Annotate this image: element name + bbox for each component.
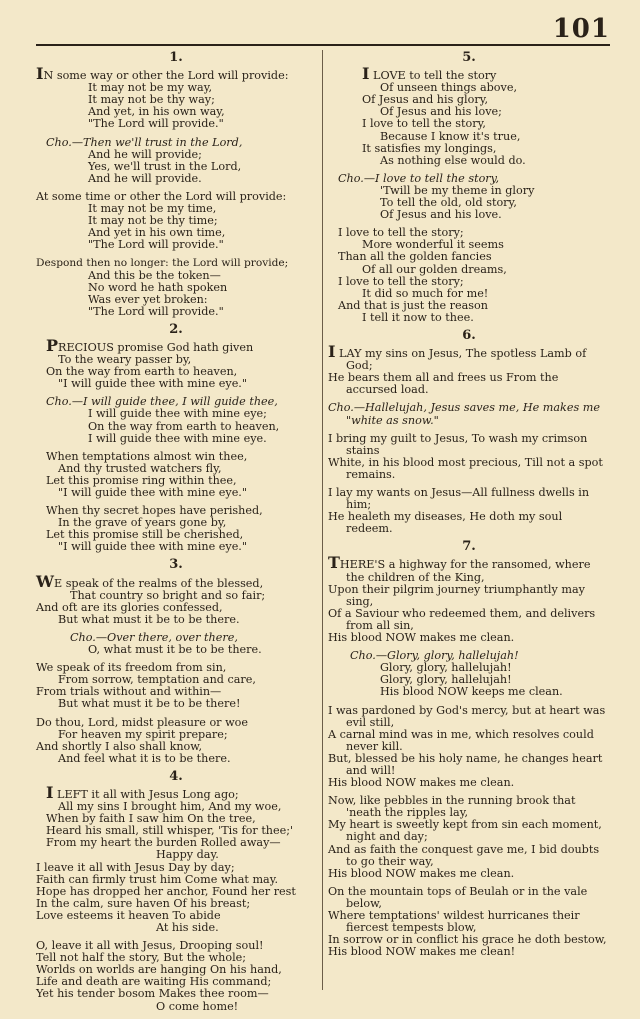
verse-line: I bring my guilt to Jesus, To wash my crimson stains — [328, 431, 588, 457]
verse-line: My heart is sweetly kept from sin each moment, night and day; — [328, 818, 602, 844]
stanza — [36, 505, 316, 553]
chorus — [36, 632, 316, 656]
verse-line: I love to tell the story; — [338, 274, 464, 288]
verse-line: But what must it be to be there! — [58, 697, 241, 711]
right-column — [328, 50, 610, 964]
verse-line: I LAY my sins on Jesus, The spotless Lamb of God; — [328, 342, 587, 373]
stanza — [328, 705, 610, 790]
verse-line: It may not be thy way; — [88, 93, 215, 107]
verse-line: And shortly I also shall know, — [36, 739, 203, 753]
chorus-line: Glory, glory, hallelujah! — [380, 673, 512, 687]
verse-line: And this be the token— — [88, 268, 221, 282]
verse-line: Of unseen things above, — [380, 81, 518, 95]
verse-line: Yet his tender bosom Makes thee room— — [36, 987, 269, 1001]
verse-line: And oft are its glories confessed, — [36, 600, 223, 614]
verse-line: To the weary passer by, — [58, 353, 192, 367]
hymn-number: 6. — [462, 327, 476, 343]
verse-line: From trials without and within— — [36, 685, 222, 699]
verse-line: IN some way or other the Lord will provide: — [36, 64, 289, 84]
verse-line: And thy trusted watchers fly, — [58, 461, 222, 475]
verse-line: I LOVE to tell the story — [362, 64, 497, 84]
verse-line: I leave it all with Jesus Day by day; — [36, 860, 235, 874]
verse-line: "I will guide thee with mine eye." — [58, 377, 248, 391]
stanza — [36, 451, 316, 499]
chorus-line: And he will provide. — [88, 171, 202, 185]
stanza — [36, 662, 316, 710]
verse-line: As nothing else would do. — [380, 153, 526, 167]
verse-line: But what must it be to be there. — [58, 612, 240, 626]
verse-line: His blood NOW makes me clean! — [328, 945, 516, 959]
verse-line: From my heart the burden Rolled away— — [46, 836, 281, 850]
verse-line: Let this promise still be cherished, — [46, 528, 244, 542]
page-number: 101 — [552, 14, 610, 44]
verse-line: Upon their pilgrim journey triumphantly may sing, — [328, 582, 585, 608]
verse-line: At some time or other the Lord will provide: — [36, 189, 287, 203]
chorus-line: And he will provide; — [88, 147, 202, 161]
verse-line: I tell it now to thee. — [362, 310, 474, 324]
chorus — [36, 396, 316, 444]
header-rule — [36, 44, 610, 46]
verse-line: When by faith I saw him On the tree, — [46, 812, 256, 826]
verse-line: It satisfies my longings, — [362, 141, 497, 155]
verse-line: In the grave of years gone by, — [58, 516, 227, 530]
verse-line: His blood NOW makes me clean. — [328, 866, 515, 880]
verse-line: Life and death are waiting His command; — [36, 975, 272, 989]
stanza — [36, 191, 316, 251]
verse-line: It may not be thy time; — [88, 214, 218, 228]
chorus-line: Cho.—Over there, over there, — [70, 630, 238, 644]
chorus-line: Cho.—Hallelujah, Jesus saves me, He makes me "white as snow." — [328, 401, 600, 427]
verse-line: Was ever yet broken: — [88, 292, 208, 306]
stanza — [328, 342, 610, 397]
verse-line: Of all our golden dreams, — [362, 262, 507, 276]
verse-line: It did so much for me! — [362, 286, 489, 300]
chorus-line: I will guide thee with mine eye; — [88, 407, 267, 421]
chorus-line: Of Jesus and his love. — [380, 208, 502, 222]
verse-line: All my sins I brought him, And my woe, — [58, 800, 282, 814]
verse-line: "I will guide thee with mine eye." — [58, 540, 248, 554]
verse-line: Let this promise ring within thee, — [46, 473, 237, 487]
verse-line: Heard his small, still whisper, 'Tis for thee;' — [46, 824, 294, 838]
verse-line: Happy day. — [156, 848, 219, 862]
stanza — [36, 64, 316, 131]
stanza — [36, 717, 316, 765]
verse-line: More wonderful it seems — [362, 238, 504, 252]
verse-line: At his side. — [156, 921, 219, 934]
verse-line: Do thou, Lord, midst pleasure or woe — [36, 715, 249, 729]
stanza — [36, 782, 316, 934]
verse-line: Love esteems it heaven To abide — [36, 908, 221, 922]
verse-line: "The Lord will provide." — [88, 304, 224, 318]
chorus-line: Glory, glory, hallelujah! — [380, 661, 512, 675]
verse-line: On the mountain tops of Beulah or in the vale below, — [328, 884, 588, 910]
chorus — [328, 402, 610, 426]
verse-line: Tell not half the story, But the whole; — [36, 951, 247, 965]
stanza — [328, 433, 610, 481]
verse-line: And yet, in his own way, — [88, 105, 225, 119]
chorus-line: O, what must it be to be there. — [88, 643, 262, 657]
verse-line: Of Jesus and his glory, — [362, 93, 489, 107]
hymn-number: 5. — [462, 50, 476, 65]
stanza — [328, 227, 610, 324]
verse-line: On the way from earth to heaven, — [46, 365, 238, 379]
verse-line: Worlds on worlds are hanging On his hand, — [36, 963, 282, 977]
verse-line: For heaven my spirit prepare; — [58, 727, 228, 741]
chorus-line: Cho.—Glory, glory, hallelujah! — [350, 649, 519, 663]
verse-line: When temptations almost win thee, — [46, 449, 248, 463]
chorus-line: I will guide thee with mine eye. — [88, 431, 267, 445]
verse-line: But, blessed be his holy name, he changes heart and will! — [328, 751, 603, 777]
chorus-line: Cho.—I love to tell the story, — [338, 171, 500, 185]
verse-line: And feel what it is to be there. — [58, 751, 231, 765]
chorus — [36, 137, 316, 185]
hymn-number: 7. — [462, 539, 476, 555]
verse-line: Of a Saviour who redeemed them, and delivers from all sin, — [328, 606, 596, 632]
stanza — [36, 940, 316, 1013]
verse-line: And that is just the reason — [338, 298, 488, 312]
verse-line: I love to tell the story, — [362, 117, 486, 131]
verse-line: From sorrow, temptation and care, — [58, 673, 256, 687]
column-divider — [322, 50, 323, 990]
verse-line: O come home! — [156, 999, 239, 1013]
stanza — [328, 553, 610, 645]
chorus-line: On the way from earth to heaven, — [88, 419, 280, 433]
verse-line: In sorrow or in conflict his grace he doth bestow, — [328, 933, 607, 947]
stanza — [36, 571, 316, 626]
verse-line: And yet in his own time, — [88, 226, 226, 240]
verse-line: He healeth my diseases, He doth my soul redeem. — [328, 510, 563, 536]
verse-line: O, leave it all with Jesus, Drooping soul! — [36, 939, 264, 953]
verse-line: Despond then no longer: the Lord will provide; — [36, 257, 289, 270]
stanza — [328, 64, 610, 167]
verse-line: I was pardoned by God's mercy, but at heart was evil still, — [328, 703, 606, 729]
verse-line: "The Lord will provide." — [88, 117, 224, 131]
verse-line: WE speak of the realms of the blessed, — [36, 571, 264, 591]
verse-line: THERE'S a highway for the ransomed, where the children of the King, — [328, 553, 591, 584]
hymn-number: 4. — [169, 768, 183, 784]
verse-line: I love to tell the story; — [338, 226, 464, 240]
stanza — [328, 487, 610, 535]
stanza — [36, 335, 316, 391]
verse-line: "I will guide thee with mine eye." — [58, 486, 248, 499]
chorus — [328, 650, 610, 698]
verse-line: When thy secret hopes have perished, — [46, 504, 263, 518]
verse-line: PRECIOUS promise God hath given — [46, 335, 254, 355]
chorus-line: Yes, we'll trust in the Lord, — [88, 159, 242, 173]
chorus-line: Cho.—Then we'll trust in the Lord, — [46, 135, 243, 149]
verse-line: He bears them all and frees us From the accursed load. — [328, 371, 559, 397]
verse-line: It may not be my way, — [88, 81, 213, 95]
verse-line: A carnal mind was in me, which resolves could never kill. — [328, 727, 594, 753]
verse-line: Of Jesus and his love; — [380, 105, 502, 119]
verse-line: It may not be my time, — [88, 202, 217, 216]
hymn-number: 3. — [169, 557, 183, 573]
hymn-number: 1. — [169, 50, 183, 65]
verse-line: Hope has dropped her anchor, Found her rest — [36, 884, 296, 898]
chorus-line: To tell the old, old story, — [380, 196, 517, 210]
stanza — [36, 257, 316, 317]
chorus-line: Cho.—I will guide thee, I will guide thee, — [46, 395, 278, 409]
verse-line: Because I know it's true, — [380, 129, 521, 143]
verse-line: Now, like pebbles in the running brook that 'neath the ripples lay, — [328, 794, 576, 820]
verse-line: I LEFT it all with Jesus Long ago; — [46, 782, 239, 802]
verse-line: His blood NOW makes me clean. — [328, 631, 515, 645]
verse-line: His blood NOW makes me clean. — [328, 776, 515, 790]
chorus-line: 'Twill be my theme in glory — [380, 183, 535, 197]
verse-line: No word he hath spoken — [88, 280, 228, 294]
verse-line: Than all the golden fancies — [338, 250, 492, 264]
chorus — [328, 173, 610, 221]
verse-line: "The Lord will provide." — [88, 238, 224, 252]
chorus-line: His blood NOW keeps me clean. — [380, 685, 563, 699]
verse-line: White, in his blood most precious, Till not a spot remains. — [328, 455, 603, 481]
verse-line: In the calm, sure haven Of his breast; — [36, 896, 251, 910]
verse-line: And as faith the conquest gave me, I bid doubts to go their way, — [328, 842, 600, 868]
verse-line: Where temptations' wildest hurricanes their fiercest tempests blow, — [328, 909, 580, 935]
left-column — [36, 50, 316, 1019]
stanza — [328, 795, 610, 880]
verse-line: That country so bright and so fair; — [70, 588, 266, 602]
stanza — [328, 886, 610, 959]
verse-line: Faith can firmly trust him Come what may. — [36, 872, 279, 886]
verse-line: I lay my wants on Jesus—All fullness dwells in him; — [328, 486, 590, 512]
verse-line: We speak of its freedom from sin, — [36, 661, 227, 675]
hymn-number: 2. — [169, 321, 183, 337]
